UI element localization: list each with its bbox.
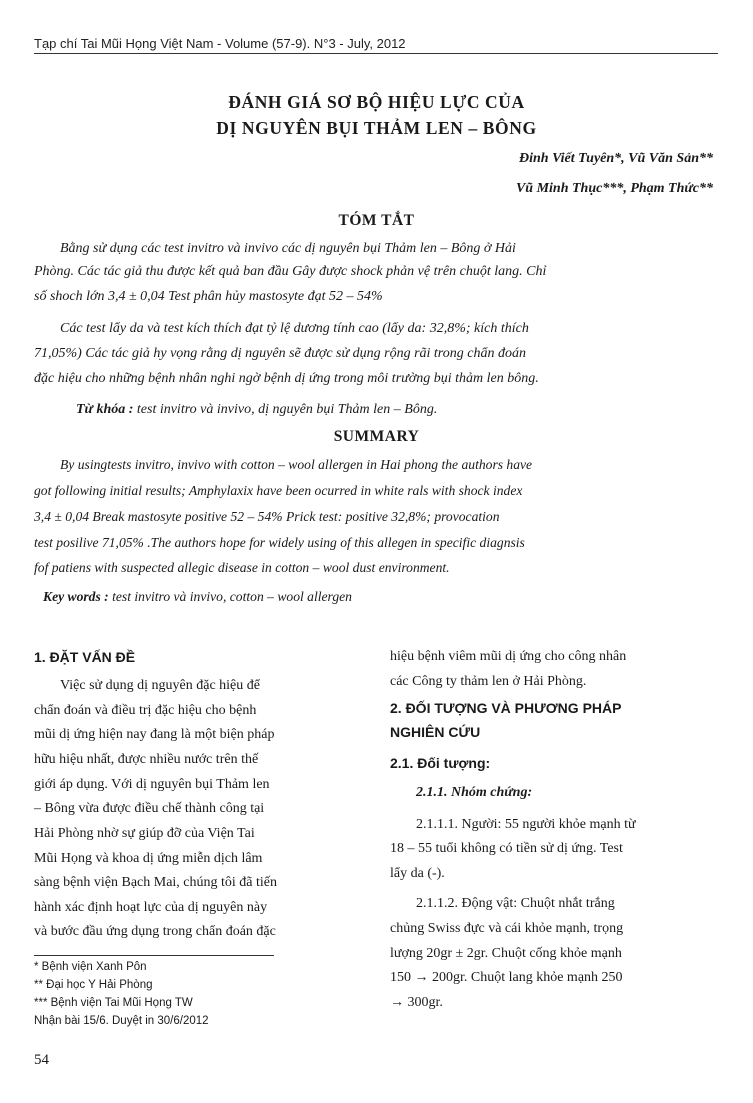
- left-col-line: giới áp dụng. Với dị nguyên bụi Thảm len: [34, 777, 270, 792]
- right-col-line: 18 – 55 tuổi không có tiền sử dị ứng. Test: [390, 841, 623, 856]
- keywords-vi-label: Từ khóa :: [76, 402, 134, 417]
- keywords-en-text: test invitro và invivo, cotton – wool allergen: [108, 589, 352, 604]
- subsubsection-heading: 2.1.1. Nhóm chứng:: [416, 785, 533, 800]
- footnote: Nhận bài 15/6. Duyệt in 30/6/2012: [34, 1015, 209, 1027]
- abstract-en-line: 3,4 ± 0,04 Break mastosyte positive 52 – 54% Prick test: positive 32,8%; provocation: [34, 509, 500, 524]
- abstract-vi-heading: TÓM TẮT: [338, 212, 415, 229]
- right-col-line: 2.1.1.1. Người: 55 người khỏe mạnh từ: [416, 817, 636, 832]
- abstract-vi-line: Phòng. Các tác giả thu được kết quả ban đầu Gây được shock phản vệ trên chuột lang. Chỉ: [34, 264, 547, 279]
- summary-heading: SUMMARY: [333, 428, 420, 445]
- left-col-line: Mũi Họng và khoa dị ứng miễn dịch lâm: [34, 851, 263, 866]
- abstract-vi-line: Các test lẩy da và test kích thích đạt tỷ lệ dương tính cao (lẩy da: 32,8%; kích thích: [60, 321, 529, 336]
- article-title-line-1: ĐÁNH GIÁ SƠ BỘ HIỆU LỰC CỦA: [228, 92, 525, 112]
- abstract-en-line: By usingtests invitro, invivo with cotton – wool allergen in Hai phong the authors have: [60, 457, 533, 472]
- left-col-line: chẩn đoán và điều trị đặc hiệu cho bệnh: [34, 703, 257, 718]
- left-col-line: – Bông vừa được điều chế thành công tại: [34, 801, 265, 816]
- abstract-en-line: got following initial results; Amphylaxix have been ocurred in white rals with shock index: [34, 483, 523, 498]
- left-col-line: Hải Phòng nhờ sự giúp đỡ của Viện Tai: [34, 826, 255, 841]
- right-col-line: lẩy da (-).: [390, 866, 445, 881]
- left-col-line: mũi dị ứng hiện nay đang là một biện pháp: [34, 727, 275, 742]
- abstract-vi-line: đặc hiệu cho những bệnh nhân nghi ngờ bệnh dị ứng trong môi trường bụi thảm len bông.: [34, 371, 539, 386]
- right-col-line: chủng Swiss đực và cái khỏe mạnh, trọng: [390, 921, 624, 936]
- abstract-vi-line: Bằng sử dụng các test invitro và invivo các dị nguyên bụi Thảm len – Bông ở Hải: [60, 241, 516, 256]
- footnote: ** Đại học Y Hải Phòng: [34, 979, 153, 991]
- authors-line-2: Vũ Minh Thục***, Phạm Thức**: [515, 181, 713, 196]
- section-2-heading-line-2: NGHIÊN CỨU: [390, 724, 481, 740]
- page-number: 54: [34, 1052, 49, 1068]
- authors-line-1: Đinh Viết Tuyên*, Vũ Văn Sản**: [519, 151, 713, 166]
- footnote: * Bệnh viện Xanh Pôn: [34, 961, 147, 973]
- right-col-line: 2.1.1.2. Động vật: Chuột nhắt trắng: [416, 896, 615, 911]
- left-col-line: sàng bệnh viện Bạch Mai, chúng tôi đã tiến: [34, 875, 277, 890]
- article-title-line-2: DỊ NGUYÊN BỤI THẢM LEN – BÔNG: [216, 118, 537, 138]
- subsection-heading: 2.1. Đối tượng:: [390, 755, 491, 771]
- header-rule: [34, 53, 718, 54]
- footnote-rule: [34, 955, 274, 956]
- left-col-line: hành xác định hoạt lực của dị nguyên này: [34, 900, 268, 915]
- right-col-line: hiệu bệnh viêm mũi dị ứng cho công nhân: [390, 649, 627, 664]
- section-2-heading-line-1: 2. ĐỐI TƯỢNG VÀ PHƯƠNG PHÁP: [390, 700, 622, 716]
- right-col-line: 150 → 200gr. Chuột lang khỏe mạnh 250: [390, 970, 623, 985]
- abstract-en-line: test posilive 71,05% .The authors hope for widely using of this allegen in specific diagnsis: [34, 535, 525, 550]
- keywords-en-label: Key words :: [43, 589, 109, 604]
- right-col-line: các Công ty thảm len ở Hải Phòng.: [390, 674, 587, 689]
- left-col-line: và bước đầu ứng dụng trong chẩn đoán đặc: [34, 924, 276, 939]
- footnote: *** Bệnh viện Tai Mũi Họng TW: [34, 997, 193, 1009]
- left-col-line: Việc sử dụng dị nguyên đặc hiệu để: [60, 678, 260, 693]
- keywords-vi-text: test invitro và invivo, dị nguyên bụi Thảm len – Bông.: [133, 402, 438, 417]
- left-col-line: hữu hiệu nhất, được nhiều nước trên thế: [34, 752, 259, 767]
- abstract-vi-line: số shoch lớn 3,4 ± 0,04 Test phân hủy mastosyte đạt 52 – 54%: [34, 289, 383, 304]
- abstract-en-line: fof patiens with suspected allegic disease in cotton – wool dust environment.: [34, 560, 450, 575]
- keywords-en: [43, 588, 703, 606]
- keywords-vi: [76, 401, 716, 419]
- running-header: Tạp chí Tai Mũi Họng Việt Nam - Volume (57-9). N°3 - July, 2012: [34, 36, 406, 51]
- right-col-line: lượng 20gr ± 2gr. Chuột cống khỏe mạnh: [390, 946, 622, 961]
- right-col-line: → 300gr.: [390, 995, 443, 1010]
- section-1-heading: 1. ĐẶT VẤN ĐỀ: [34, 649, 136, 665]
- abstract-vi-line: 71,05%) Các tác giả hy vọng rằng dị nguyên sẽ được sử dụng rộng rãi trong chẩn đoán: [34, 346, 526, 361]
